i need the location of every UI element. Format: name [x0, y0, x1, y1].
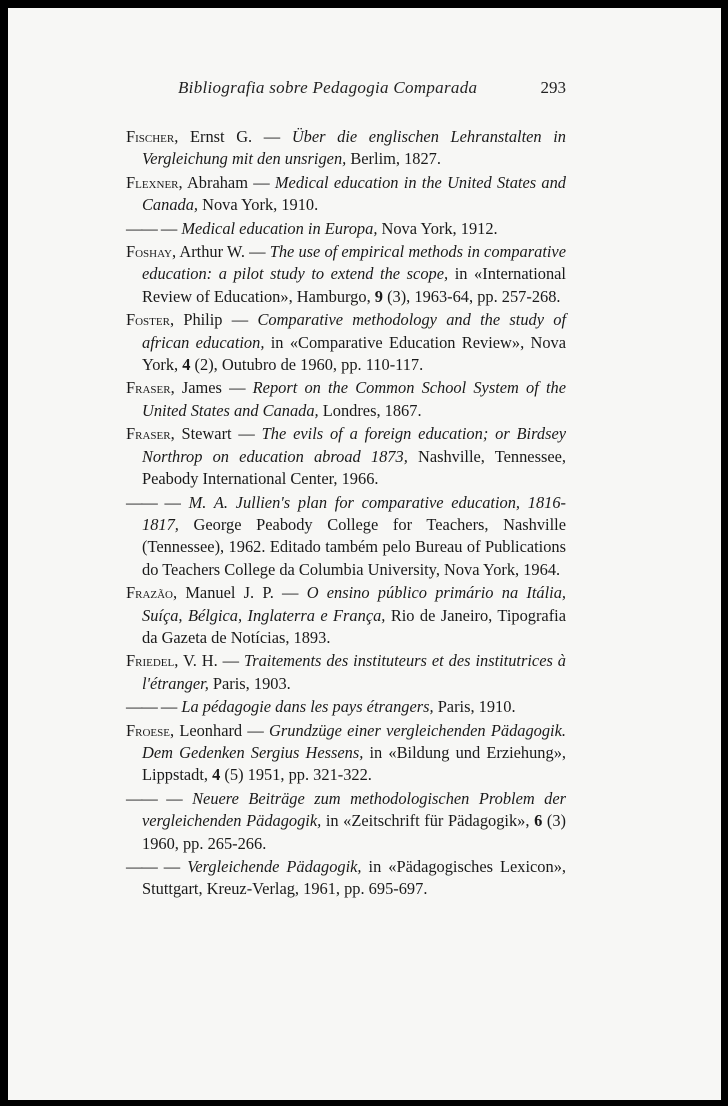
entry-volume: 6	[534, 811, 543, 831]
entry-title: Grundzüge einer vergleichenden Pädagogik. Dem Gedenken Sergius Hessens,	[142, 720, 566, 762]
bib-entry	[126, 126, 566, 171]
entry-rest: (2), Outubro de 1960, pp. 110-117.	[190, 355, 424, 375]
entry-volume: 4	[182, 355, 191, 375]
entry-rest: (5) 1951, pp. 321-322.	[220, 765, 372, 785]
entry-author: ——	[126, 697, 157, 717]
entry-given: , Abraham —	[178, 172, 275, 192]
entry-rest: Paris, 1903.	[208, 673, 291, 693]
bib-entry	[126, 650, 566, 695]
entry-given: —	[156, 788, 193, 808]
bib-entry	[126, 377, 566, 422]
entry-title: Report on the Common School System of the United States and Canada,	[142, 378, 566, 420]
bib-entry	[126, 423, 566, 490]
entry-given: —	[156, 857, 188, 876]
entry-rest-pre: in «International Review of Education», Hamburgo,	[142, 264, 566, 306]
entry-rest: Nova York, 1910.	[198, 195, 319, 215]
entry-given: , Leonhard —	[169, 720, 270, 740]
bib-entry	[126, 241, 566, 308]
entry-rest: Nova York, 1912.	[377, 218, 498, 238]
entry-title: Medical education in Europa,	[181, 218, 378, 238]
entry-given: —	[156, 492, 189, 512]
bibliography-list	[126, 126, 566, 902]
entry-author: Frazão	[126, 583, 174, 603]
entry-rest: (3) 1960, pp. 265-266.	[142, 811, 566, 853]
bib-entry	[126, 309, 566, 376]
entry-author: Fischer	[126, 127, 175, 146]
entry-given: , James —	[170, 378, 253, 398]
bib-entry	[126, 788, 566, 855]
entry-rest: Berlim, 1827.	[346, 149, 441, 169]
entry-rest: in «Pädagogisches Lexicon», Stuttgart, Kreuz-Verlag, 1961, pp. 695-697.	[142, 857, 566, 899]
page-number: 293	[540, 78, 566, 97]
entry-author: Fraser	[126, 378, 171, 398]
entry-given: —	[156, 697, 182, 717]
entry-title: Traitements des instituteurs et des institutrices à l'étranger,	[142, 651, 566, 693]
entry-rest-pre: in «Bildung und Erziehung», Lippstadt,	[142, 742, 566, 785]
entry-given: —	[156, 218, 182, 238]
bib-entry	[126, 582, 566, 649]
entry-volume: 4	[212, 765, 221, 785]
bib-entry	[126, 492, 566, 582]
entry-author: Friedel	[126, 651, 175, 671]
entry-rest: Rio de Janeiro, Tipografia da Gazeta de Notícias, 1893.	[142, 605, 566, 647]
running-title: Bibliografia sobre Pedagogia Comparada	[178, 78, 478, 97]
entry-title: Vergleichende Pädagogik,	[187, 857, 362, 876]
entry-rest: Londres, 1867.	[318, 400, 422, 420]
entry-rest: George Peabody College for Teachers, Nashville (Tennessee), 1962. Editado também pelo Bureau of Publications do Teachers College da Columbia University, Nova York, 1964.	[142, 514, 566, 579]
entry-rest-pre: in «Zeitschrift für Pädagogik»,	[321, 811, 535, 831]
entry-given: , V. H. —	[174, 651, 244, 671]
entry-rest: Paris, 1910.	[433, 697, 516, 717]
entry-title: La pédagogie dans les pays étrangers,	[181, 697, 434, 717]
book-page	[8, 8, 721, 1100]
entry-author: Fraser	[126, 424, 171, 444]
entry-title: The use of empirical methods in comparative education: a pilot study to extend the scope,	[142, 242, 566, 284]
entry-volume: 9	[374, 286, 383, 306]
entry-title: Neuere Beiträge zum methodologischen Problem der vergleichenden Pädagogik,	[142, 788, 567, 831]
entry-author: Foster	[126, 310, 170, 330]
bib-entry	[126, 856, 566, 901]
entry-given: , Philip —	[169, 310, 258, 330]
entry-rest: (3), 1963-64, pp. 257-268.	[382, 286, 561, 306]
entry-title: Comparative methodology and the study of african education,	[142, 310, 567, 352]
entry-author: ——	[126, 492, 157, 512]
entry-title: The evils of a foreign education; or Birdsey Northrop on education abroad 1873,	[142, 424, 566, 466]
entry-given: , Stewart —	[170, 424, 262, 444]
entry-given: , Ernst G. —	[174, 127, 292, 146]
entry-author: ——	[126, 788, 157, 808]
entry-author: Froese	[126, 720, 170, 740]
bib-entry	[126, 172, 566, 217]
bib-entry	[126, 696, 566, 718]
bib-entry	[126, 218, 566, 240]
entry-author: ——	[126, 857, 157, 876]
entry-title: Über die englischen Lehranstalten in Vergleichung mit den unsrigen,	[142, 127, 566, 169]
entry-title: Medical education in the United States and Canada,	[142, 172, 566, 215]
entry-title: M. A. Jullien's plan for comparative education, 1816-1817,	[142, 492, 566, 534]
entry-given: , Arthur W. —	[172, 242, 270, 262]
entry-given: , Manuel J. P. —	[173, 583, 307, 603]
bib-entry	[126, 720, 566, 787]
running-header	[126, 78, 566, 106]
entry-title: O ensino público primário na Itália, Suíça, Bélgica, Inglaterra e França,	[142, 583, 566, 625]
entry-rest: Nashville, Tennessee, Peabody International Center, 1966.	[142, 446, 566, 489]
entry-author: Foshay	[126, 242, 172, 262]
entry-author: ——	[126, 218, 157, 238]
entry-rest-pre: in «Comparative Education Review», Nova York,	[142, 332, 566, 375]
entry-author: Flexner	[126, 172, 179, 192]
